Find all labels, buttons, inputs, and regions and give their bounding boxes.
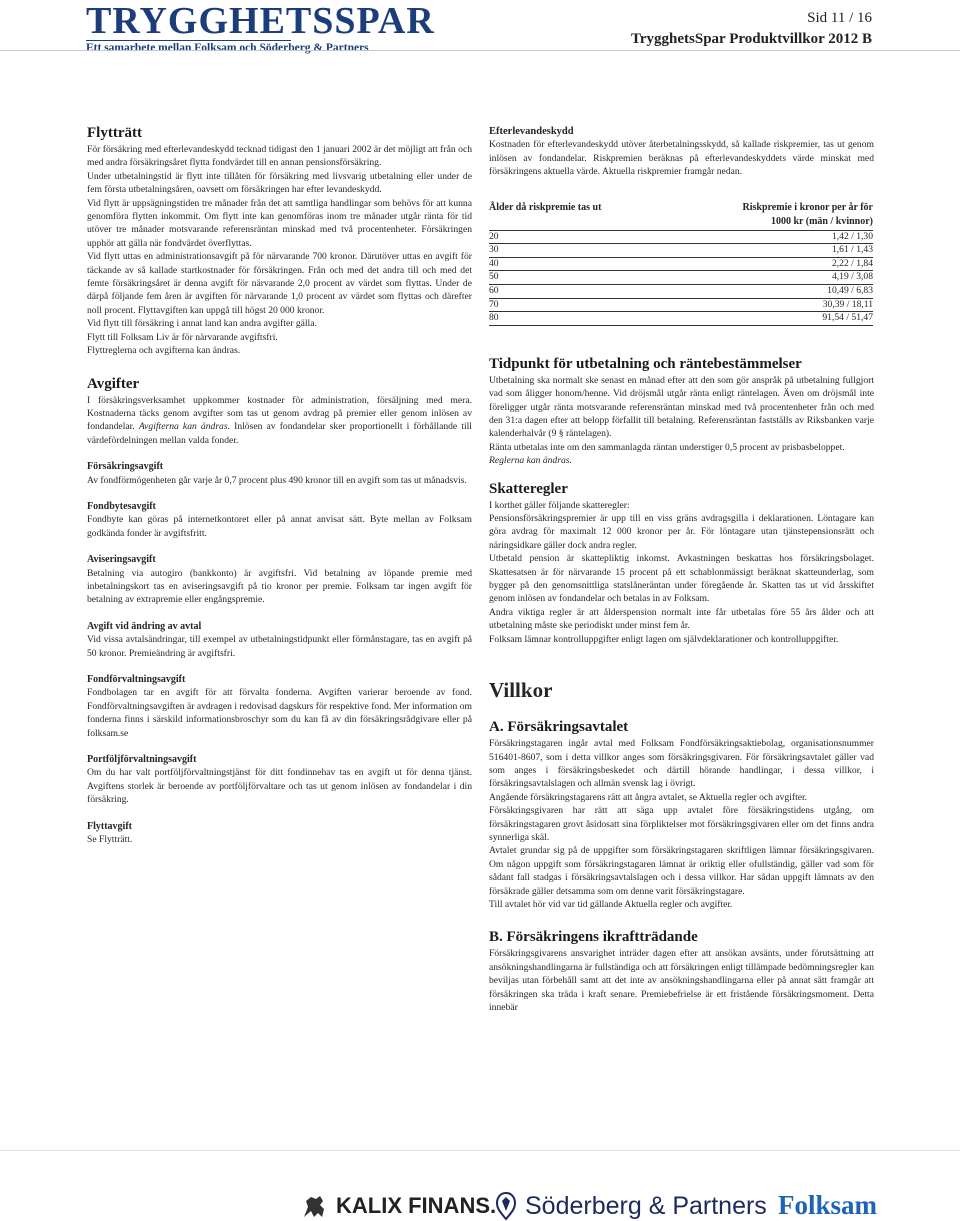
paragraph: Om du har valt portföljförvaltningstjänst för ditt fondinnehav tas en avgift ut för denna tjänst. Avgiftens storlek är beroende av portföljförvaltare och tas ut genom inlösen av fondandelar i din försäkring.	[87, 767, 472, 806]
left-column	[87, 125, 472, 846]
text-italic: Avgifterna kan ändras.	[138, 421, 230, 433]
paragraph: Vid flytt uttas en administrationsavgift på för närvarande 700 kronor. Därutöver uttas en avgift för täckande av så kallade startkostnader för försäkringen. Från och med det andra till och med det femte försäkringsåret är denna avgift för närvarande 2,0 procent av värdet som flyttas. Under de därpå följande fem åren är avgiften för närvarande 1,0 procent av värdet som flyttas och därefter noll procent. Flyttavgiften kan uppgå till högst 20 000 kronor.	[87, 251, 472, 316]
paragraph: Försäkringsgivaren har rätt att säga upp avtalet före försäkringstidens utgång, om försäkringstagaren grovt åsidosatt sina förpliktelser mot försäkringsgivaren eller om det finns andra synnerliga skäl.	[489, 805, 874, 843]
footer-divider	[0, 1150, 960, 1151]
cell-age: 20	[489, 230, 667, 244]
table-row	[489, 271, 873, 285]
trygghetsspar-logo	[86, 0, 435, 55]
paragraph-avgifter	[87, 394, 472, 448]
cell-premium: 30,39 / 18,11	[667, 298, 873, 312]
paragraph: Vid vissa avtalsändringar, till exempel av utbetalningstidpunkt eller förmånstagare, tas en avgift på 50 kronor. Premieändring är avgiftsfri.	[87, 634, 472, 659]
subheading: Försäkringsavgift	[87, 461, 164, 473]
subheading: Aviseringsavgift	[87, 554, 156, 566]
paragraph: Andra viktiga regler är att ålderspension normalt inte får utbetalas före 55 års ålder och att utbetalning måste ske periodiskt under minst fem år.	[489, 606, 874, 632]
table-row	[489, 285, 873, 299]
text: I försäkringsverksamhet uppkommer kostnader för administration, försäljning med mera. Kostnaderna täcks genom avgifter som tas ut genom avdrag på premier eller genom inlösen av fondandelar.	[87, 394, 472, 433]
table-body	[489, 230, 873, 325]
paragraph: Under utbetalningstid är flytt inte tillåten för försäkring med livsvarig utbetalning eller under de fem första utbetalningsåren, oavsett om försäkringen har efter levandeskydd.	[87, 170, 472, 196]
paragraph: Betalning via autogiro (bankkonto) är avgiftsfri. Vid betalning av löpande premie med inbetalningskort tas en aviseringsavgift på tio kronor per premie. Folksam tar ingen avgift för betalning av extrapremie eller engångspremie.	[87, 567, 472, 606]
section-title-b: B. Försäkringens ikraftträdande	[489, 929, 698, 946]
section-title-skatteregler: Skatteregler	[489, 480, 568, 497]
subheading: Fondförvaltningsavgift	[87, 674, 186, 685]
riskpremie-table	[489, 201, 873, 326]
page-footer	[0, 1183, 960, 1221]
subheading: Avgift vid ändring av avtal	[87, 620, 202, 632]
table-row	[489, 298, 873, 312]
section-title-flytt: Flytträtt	[87, 125, 142, 141]
cell-age: 60	[489, 285, 667, 299]
section-title-avgifter: Avgifter	[87, 375, 140, 392]
page-header	[0, 0, 960, 52]
subheading-efterlevandeskydd: Efterlevandeskydd	[489, 126, 574, 137]
right-column	[489, 125, 874, 1014]
table-row	[489, 257, 873, 271]
kalix-lion-icon	[300, 1193, 330, 1219]
paragraph: Vid flytt till försäkring i annat land kan andra avgifter gälla.	[87, 318, 317, 330]
soderberg-partners-logo	[493, 1191, 767, 1221]
table-row	[489, 244, 873, 258]
paragraph: Pensionsförsäkringspremier är upp till en viss gräns avdragsgilla i deklarationen. Löntagare kan göra avdrag för maximalt 12 000 kronor per år. För löntagare utan tjänstepensionsrätt och näringsidkare gäller dock andra regler.	[489, 513, 874, 551]
paragraph: Kostnaden för efterlevandeskydd utöver återbetalningsskydd, så kallade riskpremier, tas ut genom inlösen av fondandelar. Riskpremien beräknas på efterlevandeskyddets värde minskat med försäkringens aktuella värde. Aktuella riskpremier framgår nedan.	[489, 139, 874, 178]
paragraph: Utbetald pension är skattepliktig inkomst. Avkastningen beskattas hos försäkringsbolaget. Skattesatsen är för närvarande 15 procent på ett schablonmässigt beräknat skatteunderlag, som bygger på den genomsnittliga statslåneräntan under föregående år. Skatten tas ut vid årsskiftet genom inlösen av fondandelar och betalas in av Folksam.	[489, 553, 874, 605]
document-title: TrygghetsSpar Produktvillkor 2012 B	[630, 31, 872, 47]
cell-age: 50	[489, 271, 667, 285]
header-divider	[0, 50, 960, 51]
cell-premium: 4,19 / 3,08	[667, 271, 873, 285]
cell-premium: 2,22 / 1,84	[667, 257, 873, 271]
table-header-age: Ålder då riskpremie tas ut	[489, 201, 667, 231]
cell-age: 40	[489, 257, 667, 271]
section-title-a: A. Försäkringsavtalet	[489, 719, 629, 736]
logo-wordmark: TRYGGHETSSPAR	[86, 0, 435, 42]
paragraph: Angående försäkringstagarens rätt att ångra avtalet, se Aktuella regler och avgifter.	[489, 791, 808, 803]
paragraph: Försäkringstagaren ingår avtal med Folksam Fondförsäkringsaktiebolag, organisationsnummer 516401-8607, som i detta villkor anges som försäkringsgivaren. För försäkringsavtalet gäller vad som anges i försäkringsbeskedet och därtill hörande handlingar, i dessa villkor, i försäkringsavtalslagen och allmän svensk lag i övrigt.	[489, 738, 874, 790]
cell-premium: 91,54 / 51,47	[667, 312, 873, 326]
cell-age: 80	[489, 312, 667, 326]
section-title-villkor: Villkor	[489, 678, 553, 703]
section-title-tidpunkt: Tidpunkt för utbetalning och räntebestämmelser	[489, 355, 802, 372]
paragraph: Avtalet grundar sig på de uppgifter som försäkringstagaren skriftligen lämnar försäkringsgivaren. Om någon uppgift som försäkringstagaren lämnat är oriktig eller ofullständig, gäller vad som för sådant fall stadgas i försäkringsavtalslagen och i dessa villkor. Har sådan uppgift lämnats av den försäkrade gäller detsamma som om denne varit försäkringstagare.	[489, 845, 874, 897]
cell-premium: 10,49 / 6,83	[667, 285, 873, 299]
kalix-finans-logo	[300, 1193, 496, 1219]
paragraph: Utbetalning ska normalt ske senast en månad efter att den som gör anspråk på utbetalning fullgjort vad som åligger honom/henne. Vid dröjsmål utgår ränta enligt räntelagen. Även om dröjsmål inte föreligger utgår ränta motsvarande referensräntan minskad med två procentenheter från och med den 31:a dagen efter att belopp förfallit till betalning. Referensräntan fastställs av Riksbanken varje kalenderhalvår (9 § räntelagen).	[489, 374, 874, 440]
paragraph: Folksam lämnar kontrolluppgifter enligt lagen om självdeklarationer och kontrolluppgifter.	[489, 633, 839, 645]
folksam-name: Folksam	[778, 1190, 878, 1220]
cell-age: 30	[489, 244, 667, 258]
paragraph: Fondbolagen tar en avgift för att förvalta fonderna. Avgiften varierar beroende av fond. Fondförvaltningsavgiften är avdragen i redovisad dagskurs för respektive fond. Mer information om fonderna finns i särskild informationsbroschyr som du kan få av din försäkringsrådgivare eller på folksam.se	[87, 687, 472, 739]
subheading: Fondbytesavgift	[87, 500, 156, 512]
cell-premium: 1,61 / 1,43	[667, 244, 873, 258]
header-line: Riskpremie i kronor per år för	[742, 201, 873, 213]
soderberg-name: Söderberg & Partners	[525, 1191, 767, 1220]
header-info	[631, 8, 872, 50]
table-row	[489, 312, 873, 326]
paragraph: Flytt till Folksam Liv är för närvarande avgiftsfri.	[87, 331, 278, 343]
paragraph: Fondbyte kan göras på internetkontoret eller på annat anvisat sätt. Byte mellan av Folksam godkända fonder är avgiftsfritt.	[87, 514, 472, 539]
paragraph: Av fondförmögenheten går varje år 0,7 procent plus 490 kronor till en avgift som tas ut månadsvis.	[87, 474, 467, 486]
subheading: Flyttavgift	[87, 820, 132, 832]
paragraph: Vid flytt är uppsägningstiden tre månader från det att samtliga handlingar som behövs för att kunna genomföra flytten inkommit. Om flytt inte kan genomföras inom tre månader utgår ränta för tid utöver tre månader motsvarande referensräntan minskad med två procentenheter. Försäkringen upphör att gälla när fondvärdet överflyttas.	[87, 197, 472, 249]
table-header-premium	[667, 201, 873, 231]
text: Inlösen av fondandelar sker proportionellt i förhållande till värdefördelningen mellan valda fonder.	[87, 421, 472, 446]
paragraph-italic: Reglerna kan ändras.	[489, 455, 572, 467]
paragraph: Ränta utbetalas inte om den sammanlagda räntan understiger 0,5 procent av prisbasbeloppet.	[489, 441, 845, 453]
page-number: Sid 11 / 16	[807, 10, 872, 26]
subheading: Portföljförvaltningsavgift	[87, 754, 197, 766]
paragraph: Se Flytträtt.	[87, 834, 133, 846]
paragraph: Försäkringsgivarens ansvarighet inträder dagen efter att ansökan avsänts, under förutsättning att ansökningshandlingarna är fullständiga och att försäkringen enligt tillämpade bedömningsregler kan beviljas utan förbehåll samt att det inte av ansökningshandlingarna eller på annat sätt framgår att försäkringen ska träda i kraft senare. Premiebefrielse är ett fristående försäkringsmoment. Detta innebär	[489, 948, 874, 1013]
cell-age: 70	[489, 298, 667, 312]
paragraph: Flyttreglerna och avgifterna kan ändras.	[87, 345, 241, 357]
table-row	[489, 230, 873, 244]
paragraph: För försäkring med efterlevandeskydd tecknad tidigast den 1 januari 2002 är det möjligt att från och med andra försäkringsåret flytta fondvärdet till en annan pensionsförsäkring.	[87, 144, 472, 169]
header-line: 1000 kr (män / kvinnor)	[770, 215, 873, 227]
soderberg-crest-icon	[493, 1191, 519, 1221]
kalix-name: KALIX FINANS.	[336, 1193, 497, 1218]
cell-premium: 1,42 / 1,30	[667, 230, 873, 244]
folksam-logo	[778, 1190, 877, 1221]
paragraph: Till avtalet hör vid var tid gällande Aktuella regler och avgifter.	[489, 898, 733, 910]
logo-tagline: Ett samarbete mellan Folksam och Söderberg & Partners	[86, 42, 369, 54]
paragraph: I korthet gäller följande skatteregler:	[489, 499, 630, 511]
